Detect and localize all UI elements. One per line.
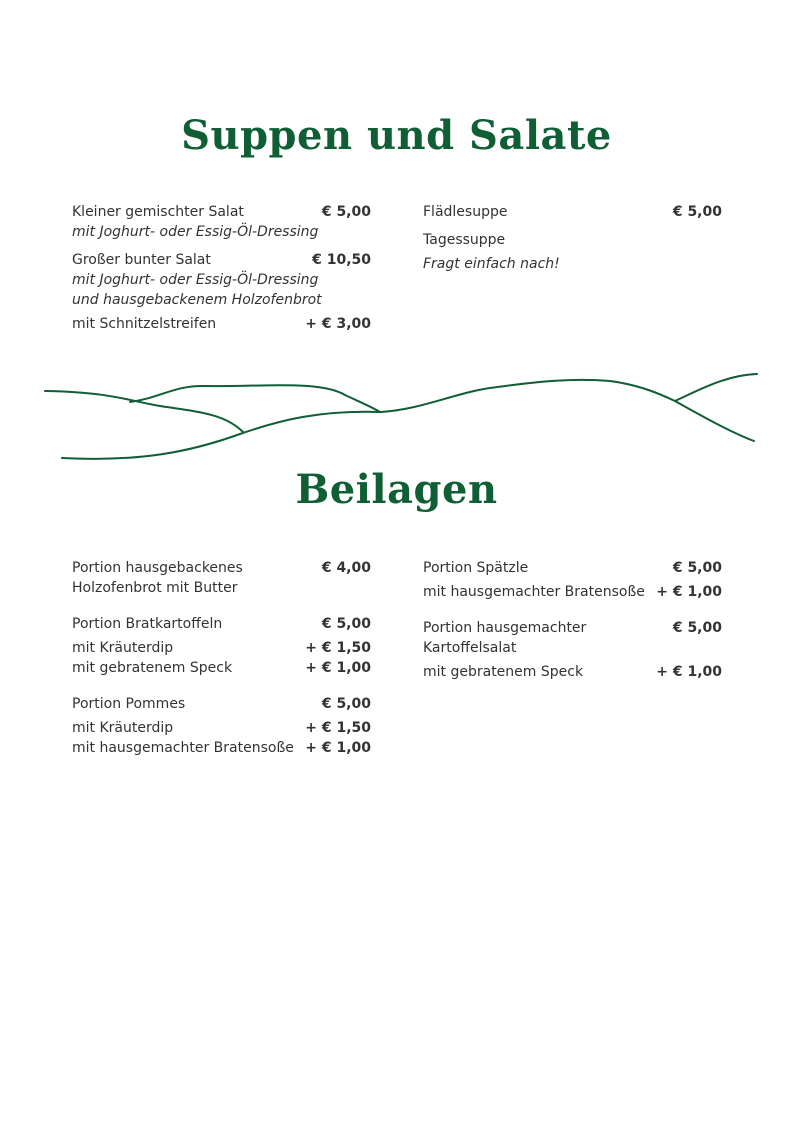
item-name: Flädlesuppe [423, 204, 508, 220]
item-price: + € 1,50 [305, 720, 371, 736]
menu-item-addon [72, 638, 371, 658]
item-price: + € 3,00 [305, 316, 371, 332]
item-price: € 4,00 [321, 560, 371, 576]
item-price: + € 1,00 [305, 660, 371, 676]
item-name: Portion Bratkartoffeln [72, 616, 223, 632]
item-description: Fragt einfach nach! [423, 256, 560, 272]
item-name: mit Kräuterdip [72, 640, 174, 656]
menu-item-continued [72, 578, 371, 598]
item-name: Großer bunter Salat [72, 252, 211, 268]
item-description: und hausgebackenem Holzofenbrot [72, 292, 322, 308]
suppen-salate-right-column [423, 202, 722, 282]
menu-item-addon [423, 662, 722, 682]
item-name: Portion Pommes [72, 696, 186, 712]
menu-item [72, 202, 371, 222]
menu-item-note [72, 222, 371, 242]
item-name: Kartoffelsalat [423, 640, 517, 656]
item-name: Portion hausgebackenes [72, 560, 243, 576]
menu-item [423, 558, 722, 578]
beilagen-left-column [72, 558, 371, 758]
wave-divider-ornament [0, 360, 793, 470]
menu-item-continued [423, 638, 722, 658]
item-name: Tagessuppe [423, 232, 506, 248]
item-name: Kleiner gemischter Salat [72, 204, 244, 220]
menu-item-addon [72, 658, 371, 678]
item-price: + € 1,00 [656, 664, 722, 680]
item-price: € 5,00 [321, 696, 371, 712]
item-name: mit gebratenem Speck [423, 664, 584, 680]
menu-item-addon [72, 314, 371, 334]
item-price: + € 1,50 [305, 640, 371, 656]
item-price: € 5,00 [672, 560, 722, 576]
menu-item-addon [72, 718, 371, 738]
beilagen-right-column [423, 558, 722, 682]
item-price: + € 1,00 [656, 584, 722, 600]
menu-item [423, 618, 722, 638]
item-name: mit hausgemachter Bratensoße [72, 740, 294, 756]
item-name: mit gebratenem Speck [72, 660, 233, 676]
item-name: Holzofenbrot mit Butter [72, 580, 238, 596]
item-price: € 5,00 [672, 204, 722, 220]
item-description: mit Joghurt- oder Essig-Öl-Dressing [72, 224, 319, 240]
menu-item-addon [423, 582, 722, 602]
menu-item [72, 250, 371, 270]
menu-item-note [72, 290, 371, 310]
item-price: + € 1,00 [305, 740, 371, 756]
menu-item-addon [72, 738, 371, 758]
menu-item [72, 614, 371, 634]
item-price: € 5,00 [321, 616, 371, 632]
suppen-salate-left-column [72, 202, 371, 342]
item-price: € 10,50 [312, 252, 371, 268]
item-description: mit Joghurt- oder Essig-Öl-Dressing [72, 272, 319, 288]
item-name: mit Kräuterdip [72, 720, 174, 736]
menu-item-note [423, 254, 722, 274]
menu-item [72, 558, 371, 578]
menu-item [423, 230, 722, 250]
item-name: mit Schnitzelstreifen [72, 316, 217, 332]
section-title-suppen-salate: Suppen und Salate [181, 112, 612, 159]
section-title-beilagen: Beilagen [295, 466, 498, 513]
item-name: Portion hausgemachter [423, 620, 587, 636]
menu-item-note [72, 270, 371, 290]
item-name: mit hausgemachter Bratensoße [423, 584, 645, 600]
menu-item [72, 694, 371, 714]
item-name: Portion Spätzle [423, 560, 529, 576]
item-price: € 5,00 [672, 620, 722, 636]
menu-item [423, 202, 722, 222]
item-price: € 5,00 [321, 204, 371, 220]
